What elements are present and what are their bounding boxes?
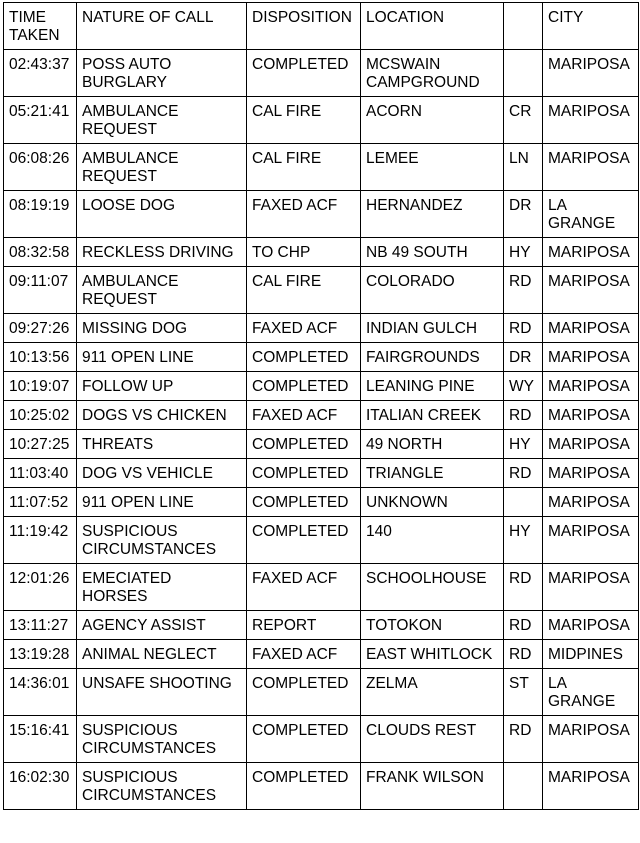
cell-street-suffix: RD xyxy=(504,716,543,763)
cell-street-suffix: RD xyxy=(504,564,543,611)
table-row xyxy=(4,191,639,238)
table-row xyxy=(4,238,639,267)
cell-time-taken: 11:19:42 xyxy=(4,517,77,564)
cell-street-suffix: WY xyxy=(504,372,543,401)
cell-city: MARIPOSA xyxy=(543,517,639,564)
cell-street-suffix: RD xyxy=(504,459,543,488)
header-disposition: DISPOSITION xyxy=(247,3,361,50)
cell-street-suffix: DR xyxy=(504,343,543,372)
cell-time-taken: 14:36:01 xyxy=(4,669,77,716)
cell-time-taken: 16:02:30 xyxy=(4,763,77,810)
table-row xyxy=(4,50,639,97)
cell-location: FAIRGROUNDS xyxy=(361,343,504,372)
cell-street-suffix: CR xyxy=(504,97,543,144)
table-body xyxy=(4,50,639,810)
cell-location: HERNANDEZ xyxy=(361,191,504,238)
cell-location: ACORN xyxy=(361,97,504,144)
cell-nature-of-call: RECKLESS DRIVING xyxy=(77,238,247,267)
cell-time-taken: 08:19:19 xyxy=(4,191,77,238)
table-row xyxy=(4,401,639,430)
cell-city: MARIPOSA xyxy=(543,372,639,401)
cell-street-suffix: RD xyxy=(504,314,543,343)
cell-time-taken: 09:11:07 xyxy=(4,267,77,314)
cell-nature-of-call: DOG VS VEHICLE xyxy=(77,459,247,488)
table-row xyxy=(4,716,639,763)
table-row xyxy=(4,763,639,810)
cell-nature-of-call: SUSPICIOUS CIRCUMSTANCES xyxy=(77,517,247,564)
table-row xyxy=(4,314,639,343)
cell-time-taken: 13:19:28 xyxy=(4,640,77,669)
cell-location: EAST WHITLOCK xyxy=(361,640,504,669)
cell-location: MCSWAIN CAMPGROUND xyxy=(361,50,504,97)
table-row xyxy=(4,669,639,716)
cell-location: NB 49 SOUTH xyxy=(361,238,504,267)
cell-time-taken: 09:27:26 xyxy=(4,314,77,343)
cell-time-taken: 10:27:25 xyxy=(4,430,77,459)
cell-city: MARIPOSA xyxy=(543,564,639,611)
cell-city: MARIPOSA xyxy=(543,488,639,517)
cell-disposition: COMPLETED xyxy=(247,488,361,517)
cell-time-taken: 06:08:26 xyxy=(4,144,77,191)
cell-time-taken: 15:16:41 xyxy=(4,716,77,763)
table-row xyxy=(4,430,639,459)
table-row xyxy=(4,488,639,517)
cell-nature-of-call: 911 OPEN LINE xyxy=(77,343,247,372)
cell-disposition: COMPLETED xyxy=(247,430,361,459)
header-location: LOCATION xyxy=(361,3,504,50)
cell-city: MARIPOSA xyxy=(543,343,639,372)
call-log-table xyxy=(3,2,639,810)
cell-nature-of-call: AGENCY ASSIST xyxy=(77,611,247,640)
cell-nature-of-call: MISSING DOG xyxy=(77,314,247,343)
cell-location: SCHOOLHOUSE xyxy=(361,564,504,611)
cell-street-suffix: ST xyxy=(504,669,543,716)
cell-time-taken: 10:19:07 xyxy=(4,372,77,401)
table-header xyxy=(4,3,639,50)
cell-disposition: CAL FIRE xyxy=(247,267,361,314)
cell-city: LA GRANGE xyxy=(543,669,639,716)
cell-time-taken: 10:13:56 xyxy=(4,343,77,372)
cell-street-suffix: HY xyxy=(504,517,543,564)
cell-time-taken: 11:07:52 xyxy=(4,488,77,517)
cell-street-suffix: LN xyxy=(504,144,543,191)
cell-street-suffix: DR xyxy=(504,191,543,238)
cell-street-suffix: RD xyxy=(504,640,543,669)
cell-city: MARIPOSA xyxy=(543,97,639,144)
cell-disposition: FAXED ACF xyxy=(247,401,361,430)
cell-time-taken: 12:01:26 xyxy=(4,564,77,611)
cell-nature-of-call: POSS AUTO BURGLARY xyxy=(77,50,247,97)
cell-time-taken: 13:11:27 xyxy=(4,611,77,640)
cell-time-taken: 11:03:40 xyxy=(4,459,77,488)
table-row xyxy=(4,517,639,564)
cell-disposition: CAL FIRE xyxy=(247,97,361,144)
cell-disposition: CAL FIRE xyxy=(247,144,361,191)
cell-city: MARIPOSA xyxy=(543,144,639,191)
header-row xyxy=(4,3,639,50)
cell-disposition: FAXED ACF xyxy=(247,640,361,669)
cell-city: MIDPINES xyxy=(543,640,639,669)
cell-nature-of-call: 911 OPEN LINE xyxy=(77,488,247,517)
table-row xyxy=(4,611,639,640)
header-time-taken: TIME TAKEN xyxy=(4,3,77,50)
cell-nature-of-call: AMBULANCE REQUEST xyxy=(77,267,247,314)
cell-location: UNKNOWN xyxy=(361,488,504,517)
table-row xyxy=(4,459,639,488)
table-row xyxy=(4,97,639,144)
cell-city: MARIPOSA xyxy=(543,430,639,459)
cell-location: INDIAN GULCH xyxy=(361,314,504,343)
cell-city: MARIPOSA xyxy=(543,314,639,343)
cell-disposition: FAXED ACF xyxy=(247,191,361,238)
cell-location: LEMEE xyxy=(361,144,504,191)
cell-city: MARIPOSA xyxy=(543,459,639,488)
cell-street-suffix: HY xyxy=(504,238,543,267)
cell-city: MARIPOSA xyxy=(543,763,639,810)
cell-city: MARIPOSA xyxy=(543,401,639,430)
cell-city: MARIPOSA xyxy=(543,716,639,763)
cell-disposition: COMPLETED xyxy=(247,50,361,97)
cell-nature-of-call: THREATS xyxy=(77,430,247,459)
cell-nature-of-call: SUSPICIOUS CIRCUMSTANCES xyxy=(77,716,247,763)
cell-street-suffix: RD xyxy=(504,267,543,314)
header-nature-of-call: NATURE OF CALL xyxy=(77,3,247,50)
cell-disposition: COMPLETED xyxy=(247,343,361,372)
cell-nature-of-call: ANIMAL NEGLECT xyxy=(77,640,247,669)
cell-time-taken: 08:32:58 xyxy=(4,238,77,267)
cell-location: LEANING PINE xyxy=(361,372,504,401)
cell-disposition: COMPLETED xyxy=(247,669,361,716)
cell-nature-of-call: UNSAFE SHOOTING xyxy=(77,669,247,716)
header-street-suffix xyxy=(504,3,543,50)
table-row xyxy=(4,343,639,372)
cell-street-suffix xyxy=(504,488,543,517)
cell-nature-of-call: LOOSE DOG xyxy=(77,191,247,238)
cell-street-suffix xyxy=(504,50,543,97)
cell-disposition: COMPLETED xyxy=(247,372,361,401)
table-row xyxy=(4,372,639,401)
table-row xyxy=(4,144,639,191)
cell-disposition: COMPLETED xyxy=(247,716,361,763)
cell-time-taken: 05:21:41 xyxy=(4,97,77,144)
cell-nature-of-call: FOLLOW UP xyxy=(77,372,247,401)
cell-nature-of-call: SUSPICIOUS CIRCUMSTANCES xyxy=(77,763,247,810)
cell-nature-of-call: AMBULANCE REQUEST xyxy=(77,144,247,191)
cell-disposition: TO CHP xyxy=(247,238,361,267)
table-row xyxy=(4,267,639,314)
cell-disposition: COMPLETED xyxy=(247,517,361,564)
cell-disposition: FAXED ACF xyxy=(247,564,361,611)
cell-location: COLORADO xyxy=(361,267,504,314)
cell-street-suffix: RD xyxy=(504,611,543,640)
cell-location: ZELMA xyxy=(361,669,504,716)
cell-city: MARIPOSA xyxy=(543,267,639,314)
cell-city: MARIPOSA xyxy=(543,611,639,640)
cell-location: FRANK WILSON xyxy=(361,763,504,810)
cell-location: CLOUDS REST xyxy=(361,716,504,763)
cell-location: TRIANGLE xyxy=(361,459,504,488)
cell-location: ITALIAN CREEK xyxy=(361,401,504,430)
table-row xyxy=(4,564,639,611)
cell-time-taken: 10:25:02 xyxy=(4,401,77,430)
cell-disposition: FAXED ACF xyxy=(247,314,361,343)
cell-disposition: COMPLETED xyxy=(247,459,361,488)
cell-nature-of-call: DOGS VS CHICKEN xyxy=(77,401,247,430)
cell-city: MARIPOSA xyxy=(543,50,639,97)
cell-nature-of-call: EMECIATED HORSES xyxy=(77,564,247,611)
table-row xyxy=(4,640,639,669)
cell-location: 140 xyxy=(361,517,504,564)
cell-nature-of-call: AMBULANCE REQUEST xyxy=(77,97,247,144)
cell-street-suffix: RD xyxy=(504,401,543,430)
cell-location: 49 NORTH xyxy=(361,430,504,459)
cell-disposition: COMPLETED xyxy=(247,763,361,810)
cell-time-taken: 02:43:37 xyxy=(4,50,77,97)
cell-city: LA GRANGE xyxy=(543,191,639,238)
cell-disposition: REPORT xyxy=(247,611,361,640)
cell-street-suffix xyxy=(504,763,543,810)
cell-location: TOTOKON xyxy=(361,611,504,640)
cell-street-suffix: HY xyxy=(504,430,543,459)
cell-city: MARIPOSA xyxy=(543,238,639,267)
header-city: CITY xyxy=(543,3,639,50)
